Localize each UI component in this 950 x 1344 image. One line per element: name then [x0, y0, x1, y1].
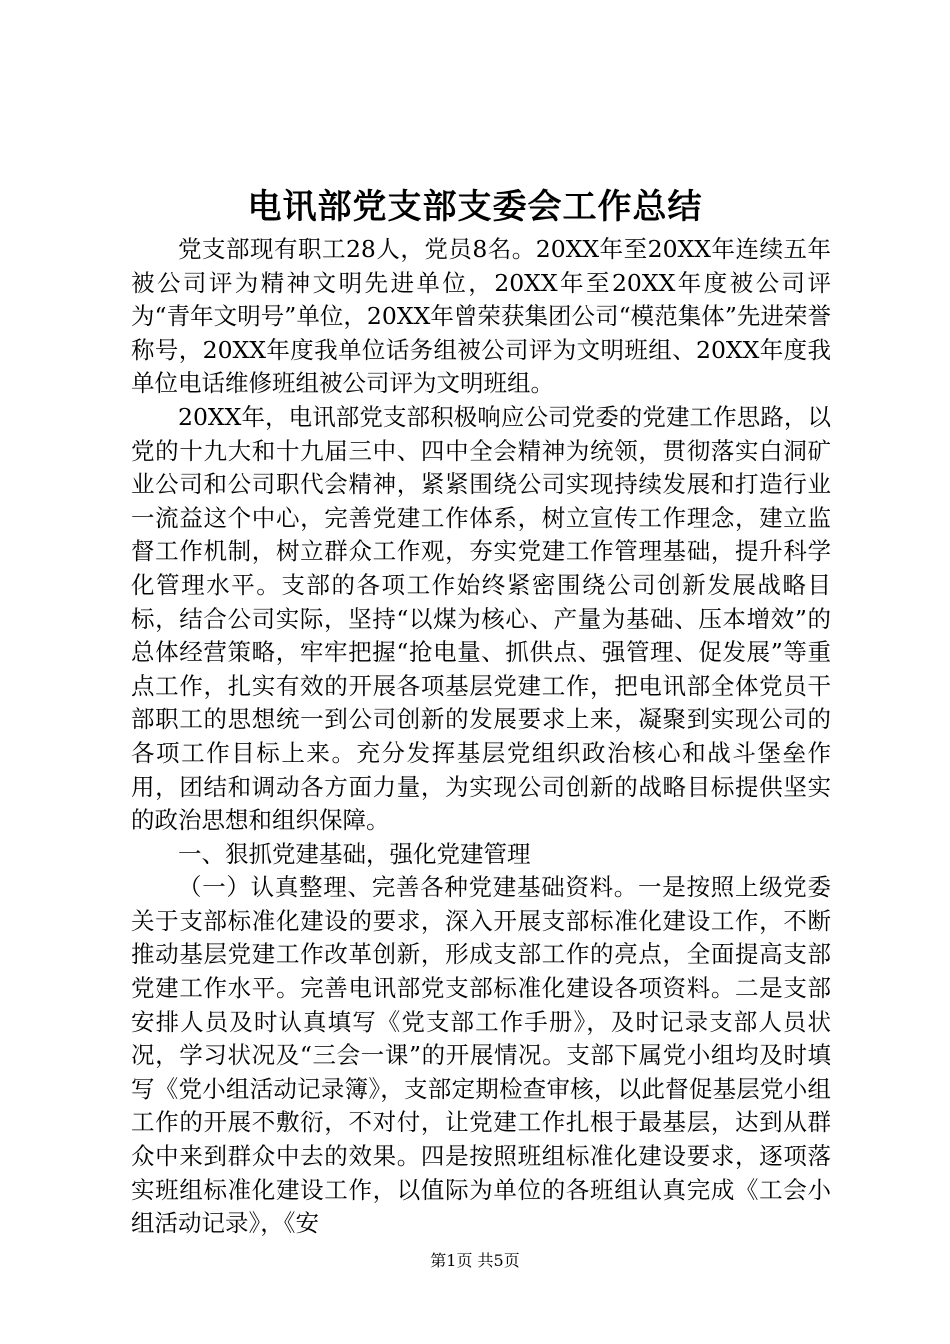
document-body	[131, 233, 831, 1241]
paragraph-intro: 党支部现有职工28人，党员8名。20XX年至20XX年连续五年被公司评为精神文明先进单位，20XX年至20XX年度被公司评为“青年文明号”单位，20XX年曾荣获集团公司“模范集体”先进荣誉称号，20XX年度我单位话务组被公司评为文明班组、20XX年度我单位电话维修班组被公司评为文明班组。	[131, 235, 831, 398]
page-footer: 第1页 共5页	[430, 1251, 520, 1270]
document-title: 电讯部党支部支委会工作总结	[247, 187, 703, 227]
paragraph-subsection-1: （一）认真整理、完善各种党建基础资料。一是按照上级党委关于支部标准化建设的要求，深入开展支部标准化建设工作，不断推动基层党建工作改革创新，形成支部工作的亮点，全面提高支部党建工作水平。完善电讯部党支部标准化建设各项资料。二是支部安排人员及时认真填写《党支部工作手册》，及时记录支部人员状况，学习状况及“三会一课”的开展情况。支部下属党小组均及时填写《党小组活动记录簿》，支部定期检查审核，以此督促基层党小组工作的开展不敷衍，不对付，让党建工作扎根于最基层，达到从群众中来到群众中去的效果。四是按照班组标准化建设要求，逐项落实班组标准化建设工作，以值际为单位的各班组认真完成《工会小组活动记录》，《安	[131, 873, 831, 1238]
paragraph-overview: 20XX年，电讯部党支部积极响应公司党委的党建工作思路，以党的十九大和十九届三中、四中全会精神为统领，贯彻落实白洞矿业公司和公司职代会精神，紧紧围绕公司实现持续发展和打造行业一流益这个中心，完善党建工作体系，树立宣传工作理念，建立监督工作机制，树立群众工作观，夯实党建工作管理基础，提升科学化管理水平。支部的各项工作始终紧密围绕公司创新发展战略目标，结合公司实际，坚持“以煤为核心、产量为基础、压本增效”的总体经营策略，牢牢把握“抢电量、抓供点、强管理、促发展”等重点工作，扎实有效的开展各项基层党建工作，把电讯部全体党员干部职工的思想统一到公司创新的发展要求上来，凝聚到实现公司的各项工作目标上来。充分发挥基层党组织政治核心和战斗堡垒作用，团结和调动各方面力量，为实现公司创新的战略目标提供坚实的政治思想和组织保障。	[131, 402, 831, 835]
section-heading-1: 一、狠抓党建基础，强化党建管理	[178, 839, 531, 868]
